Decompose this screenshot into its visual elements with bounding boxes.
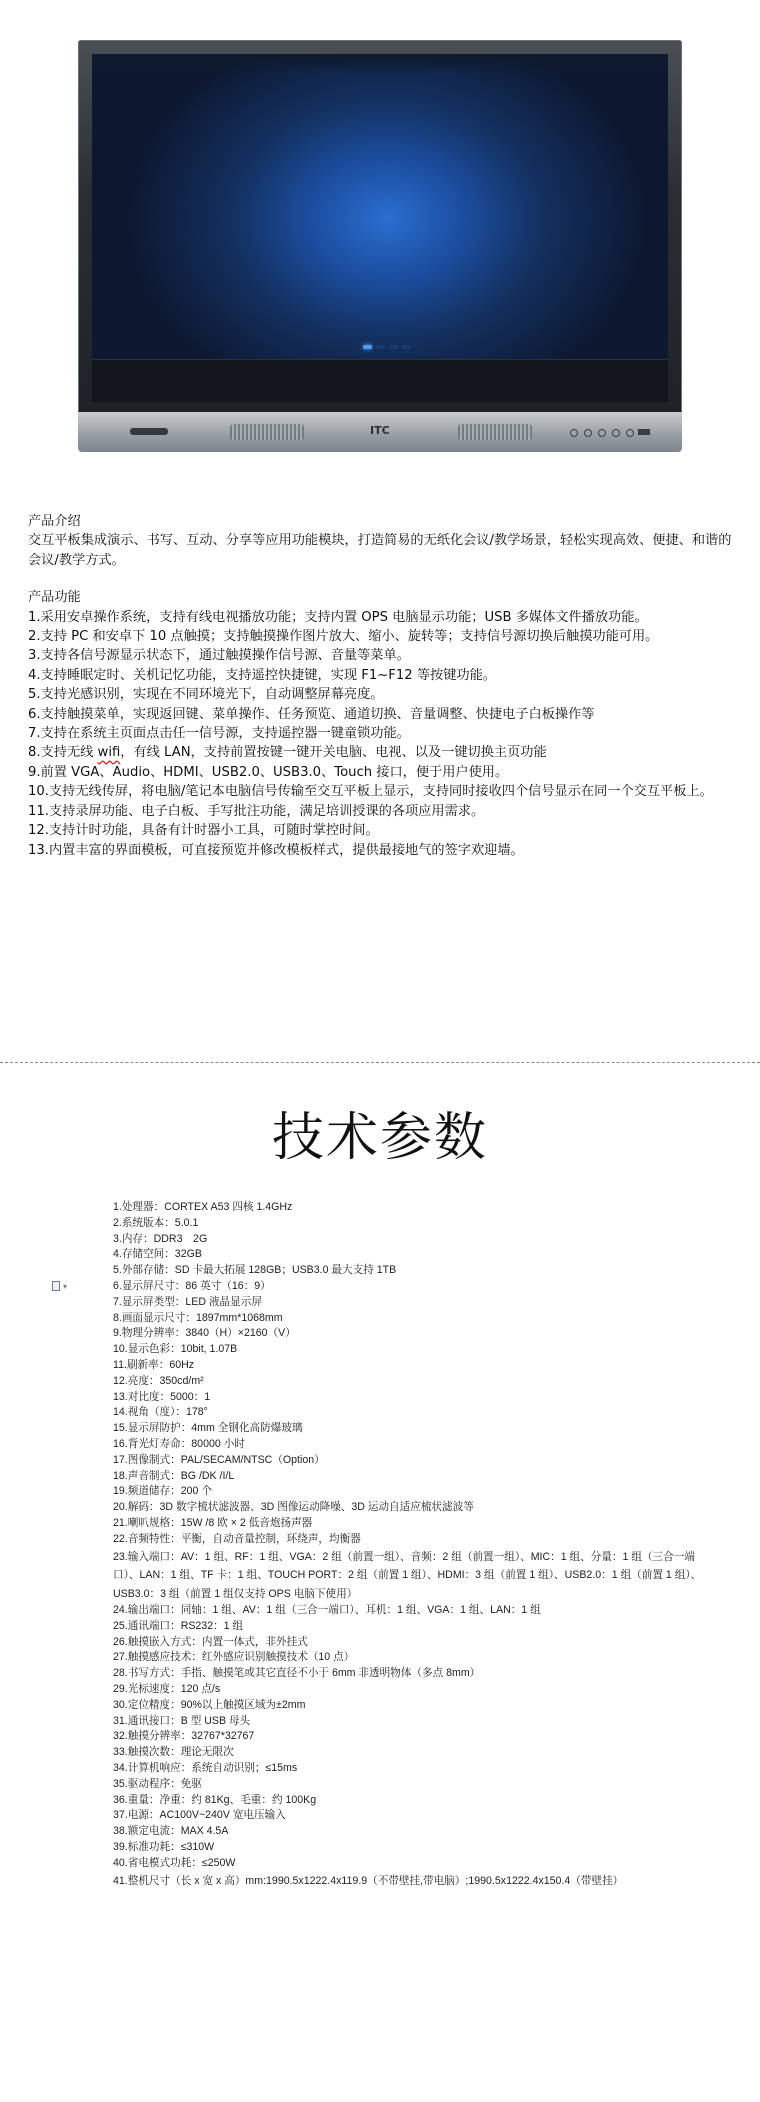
spec-item: 25.通讯端口：RS232：1 组 bbox=[113, 1619, 244, 1632]
spec-item: 7.显示屏类型：LED 液晶显示屏 bbox=[113, 1295, 262, 1308]
spec-item: 37.电源：AC100V~240V 宽电压输入 bbox=[113, 1809, 286, 1822]
panel-bezel bbox=[78, 40, 682, 416]
spec-item: 1.处理器：CORTEX A53 四核 1.4GHz bbox=[113, 1201, 293, 1213]
document-icon bbox=[52, 1281, 60, 1291]
feature-item bbox=[28, 743, 740, 762]
intro-title: 产品介绍 bbox=[28, 514, 81, 529]
front-button-icon bbox=[612, 429, 620, 437]
front-buttons bbox=[570, 429, 634, 437]
loading-dot bbox=[376, 345, 385, 349]
front-button-icon bbox=[570, 429, 578, 437]
spec-item: 30.定位精度：90%以上触摸区域为±2mm bbox=[113, 1698, 306, 1711]
feature-item: 10.支持无线传屏，将电脑/笔记本电脑信号传输至交互平板上显示，支持同时接收四个信号显示在同一个交互平板上。 bbox=[28, 784, 713, 800]
spec-item: 38.额定电流：MAX 4.5A bbox=[113, 1825, 229, 1838]
spec-item: 27.触摸感应技术：红外感应识别触摸技术（10 点） bbox=[113, 1651, 355, 1664]
spec-item: 26.触摸嵌入方式：内置一体式，非外挂式 bbox=[113, 1635, 308, 1648]
dropdown-arrow-icon: ▾ bbox=[63, 1282, 68, 1291]
spec-item: 19.频道储存：200 个 bbox=[113, 1485, 212, 1498]
spec-item: 4.存储空间：32GB bbox=[113, 1248, 202, 1261]
section-divider bbox=[0, 1062, 760, 1063]
spec-item: 16.背光灯寿命：80000 小时 bbox=[113, 1437, 245, 1450]
loading-dot-active bbox=[363, 345, 372, 349]
spec-item: 34.计算机响应：系统自动识别；≤15ms bbox=[113, 1762, 298, 1774]
spellcheck-word: wifi bbox=[97, 745, 121, 761]
spec-item: 36.重量：净重：约 81Kg、毛重：约 100Kg bbox=[113, 1793, 317, 1806]
spec-item: 2.系统版本：5.0.1 bbox=[113, 1216, 199, 1229]
spec-item: 14.视角（度）：178° bbox=[113, 1406, 208, 1419]
spec-list bbox=[113, 1200, 713, 1890]
paste-options-icon[interactable] bbox=[52, 1281, 72, 1291]
spec-item: 11.刷新率：60Hz bbox=[113, 1358, 195, 1371]
panel-screen bbox=[92, 54, 668, 402]
spec-item: 9.物理分辨率：3840（H）×2160（V） bbox=[113, 1327, 296, 1340]
spec-item: 39.标准功耗：≤310W bbox=[113, 1840, 215, 1853]
intro-body: 交互平板集成演示、书写、互动、分享等应用功能模块，打造简易的无纸化会议/教学场景，轻松实现高效、便捷、和谐的会议/教学方式。 bbox=[28, 533, 732, 568]
spec-item: 10.显示色彩：10bit, 1.07B bbox=[113, 1343, 238, 1356]
right-logo-icon bbox=[638, 429, 650, 435]
spacer bbox=[28, 570, 740, 588]
spec-item: 40.省电模式功耗：≤250W bbox=[113, 1856, 236, 1869]
feature-item: 5.支持光感识别，实现在不同环境光下，自动调整屏幕亮度。 bbox=[28, 687, 384, 703]
spec-item: 12.亮度：350cd/m² bbox=[113, 1374, 204, 1387]
features-title: 产品功能 bbox=[28, 590, 81, 606]
spec-item: 17.图像制式：PAL/SECAM/NTSC（Option） bbox=[113, 1453, 325, 1466]
spec-item: 28.书写方式：手指、触摸笔或其它直径不小于 6mm 非透明物体（多点 8mm） bbox=[113, 1667, 481, 1680]
spec-item: 29.光标速度：120 点/s bbox=[113, 1683, 221, 1696]
feature-8-text: ，有线 LAN，支持前置按键一键开关电脑、电视、以及一键切换主页功能 bbox=[120, 745, 547, 761]
right-speaker-grille-icon bbox=[458, 424, 532, 440]
spec-item: 8.画面显示尺寸：1897mm*1068mm bbox=[113, 1311, 283, 1324]
feature-item: 7.支持在系统主页面点击任一信号源，支持遥控器一键童锁功能。 bbox=[28, 726, 410, 742]
interactive-panel-image bbox=[78, 40, 682, 452]
front-button-icon bbox=[626, 429, 634, 437]
spec-item: 32.触摸分辨率：32767*32767 bbox=[113, 1730, 255, 1743]
spec-item: 35.驱动程序：免驱 bbox=[113, 1777, 202, 1790]
left-speaker-grille-icon bbox=[230, 424, 304, 440]
front-button-icon bbox=[598, 429, 606, 437]
spec-item: 33.触摸次数：理论无限次 bbox=[113, 1746, 234, 1759]
spec-item: 3.内存：DDR3 2G bbox=[113, 1232, 208, 1245]
brand-logo: ITC bbox=[370, 424, 390, 437]
loading-dot bbox=[389, 345, 398, 349]
spec-item: 21.喇叭规格：15W /8 欧 × 2 低音炮扬声器 bbox=[113, 1516, 313, 1529]
feature-item: 2.支持 PC 和安卓下 10 点触摸；支持触摸操作图片放大、缩小、旋转等；支持信号源切换后触摸功能可用。 bbox=[28, 629, 659, 645]
loading-dot bbox=[402, 345, 411, 349]
spec-item: 13.对比度：5000：1 bbox=[113, 1390, 211, 1403]
spec-item: 20.解码：3D 数字梳状滤波器、3D 图像运动降噪、3D 运动自适应梳状滤波等 bbox=[113, 1501, 474, 1514]
spec-item: 5.外部存储：SD 卡最大拓展 128GB；USB3.0 最大支持 1TB bbox=[113, 1264, 397, 1277]
feature-item: 12.支持计时功能，具备有计时器小工具，可随时掌控时间。 bbox=[28, 823, 379, 839]
feature-item: 3.支持各信号源显示状态下，通过触摸操作信号源、音量等菜单。 bbox=[28, 648, 410, 664]
screen-bottom-band bbox=[92, 359, 668, 402]
spec-item: 15.显示屏防护：4mm 全钢化高防爆玻璃 bbox=[113, 1422, 303, 1435]
spec-item: 41.整机尺寸（长 x 宽 x 高）mm:1990.5x1222.4x119.9（不带壁挂,带电脑）;1990.5x1222.4x150.4（带壁挂） bbox=[113, 1874, 624, 1887]
feature-item: 11.支持录屏功能、电子白板、手写批注功能，满足培训授课的各项应用需求。 bbox=[28, 803, 485, 819]
spec-item: 22.音频特性：平衡，自动音量控制，环绕声，均衡器 bbox=[113, 1532, 361, 1545]
loading-dots bbox=[363, 345, 411, 349]
panel-bottom-frame bbox=[78, 412, 682, 452]
feature-item: 1.采用安卓操作系统，支持有线电视播放功能；支持内置 OPS 电脑显示功能；USB 多媒体文件播放功能。 bbox=[28, 609, 648, 625]
spec-item: 31.通讯接口：B 型 USB 母头 bbox=[113, 1714, 251, 1727]
feature-8-text: 8.支持无线 bbox=[28, 745, 98, 761]
feature-item: 13.内置丰富的界面模板，可直接预览并修改模板样式，提供最接地气的签字欢迎墙。 bbox=[28, 842, 524, 858]
screen-top-band bbox=[92, 54, 668, 74]
spec-item: 6.显示屏尺寸：86 英寸（16：9） bbox=[113, 1279, 271, 1292]
feature-item: 4.支持睡眠定时、关机记忆功能，支持遥控快捷键，实现 F1~F12 等按键功能。 bbox=[28, 667, 496, 683]
feature-item: 6.支持触摸菜单，实现返回键、菜单操作、任务预览、通道切换、音量调整、快捷电子白板操作等 bbox=[28, 706, 595, 722]
feature-item: 9.前置 VGA、Audio、HDMI、USB2.0、USB3.0、Touch 接口，便于用户使用。 bbox=[28, 764, 509, 780]
product-description bbox=[28, 512, 740, 860]
spec-item: 24.输出端口：同轴：1 组、AV：1 组（三合一端口）、耳机：1 组、VGA：1 组、LAN：1 组 bbox=[113, 1604, 541, 1617]
front-button-icon bbox=[584, 429, 592, 437]
spec-item: 18.声音制式：BG /DK /I/L bbox=[113, 1469, 235, 1482]
spec-title: 技术参数 bbox=[271, 1108, 488, 1168]
left-logo-icon bbox=[130, 428, 168, 435]
spec-item: 23.输入端口：AV：1 组、RF：1 组、VGA：2 组（前置一组）、音频：2 组（前置一组）、MIC：1 组、分量：1 组（三合一端口）、LAN：1 组、TF 卡：1 组、TOUCH PORT：2 组（前置 1 组）、HDMI：3 组（前置 1 组）、USB2.0：1 组（前置 1 组）、USB3.0：3 组（前置 1 组仅支持 OPS 电脑下使用） bbox=[113, 1550, 702, 1600]
